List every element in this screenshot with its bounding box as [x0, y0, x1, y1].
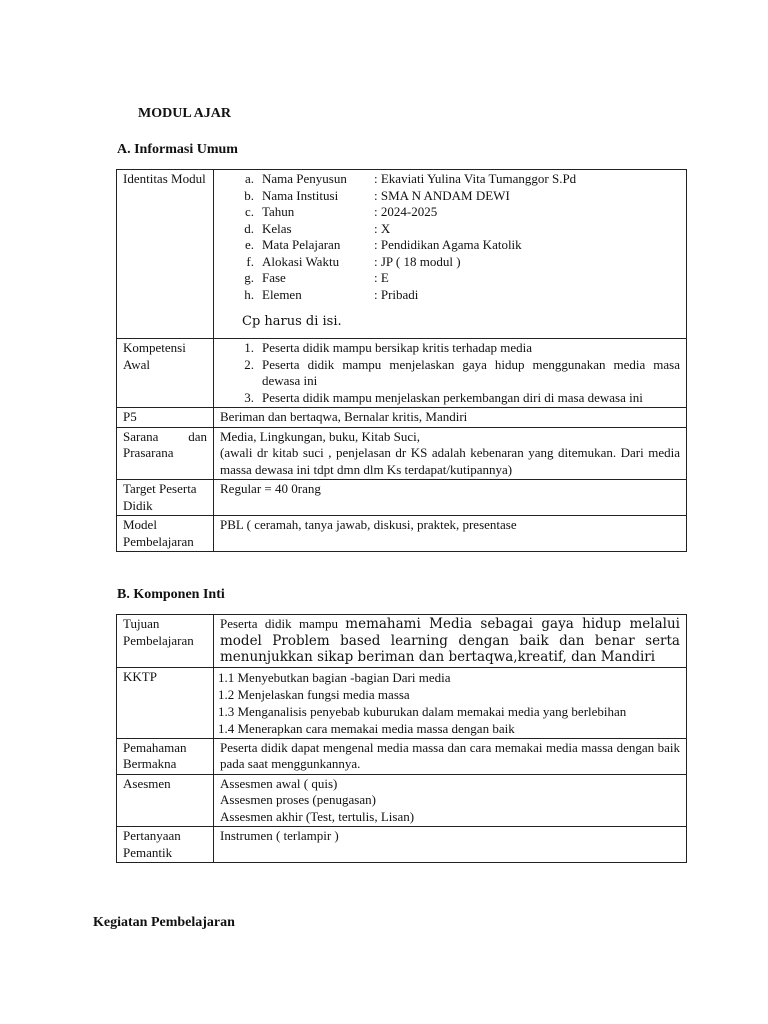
- table-row: [117, 480, 687, 516]
- kktp-line-4: 1.4 Menerapkan cara memakai media massa dengan baik: [218, 720, 515, 736]
- pertanyaan-label: Pertanyaan Pemantik: [117, 827, 214, 863]
- list-marker: f.: [246, 253, 254, 269]
- sarana-label-word-2: dan: [188, 428, 207, 444]
- list-marker: d.: [244, 220, 254, 236]
- list-item: [220, 390, 680, 407]
- table-row: [117, 516, 687, 552]
- table-row: [117, 170, 687, 339]
- field-value: : SMA N ANDAM DEWI: [374, 187, 510, 203]
- list-marker: b.: [244, 187, 254, 203]
- list-marker: 2.: [244, 356, 254, 372]
- asesmen-cell: [214, 774, 687, 827]
- identitas-label: Identitas Modul: [117, 170, 214, 339]
- kktp-line-2: 1.2 Menjelaskan fungsi media massa: [218, 686, 410, 702]
- target-value: Regular = 40 0rang: [214, 480, 687, 516]
- sarana-cell: [214, 427, 687, 480]
- tujuan-label: Tujuan Pembelajaran: [117, 615, 214, 668]
- table-row: [117, 827, 687, 863]
- table-row: [117, 339, 687, 408]
- list-item: [220, 221, 680, 238]
- cp-note: Cp harus di isi.: [242, 314, 342, 329]
- table-row: [117, 615, 687, 668]
- pemahaman-value: Peserta didik dapat mengenal media massa dan cara memakai media massa dengan baik pada saat menggunkannya.: [214, 738, 687, 774]
- model-value: PBL ( ceramah, tanya jawab, diskusi, praktek, presentase: [214, 516, 687, 552]
- table-row: [117, 774, 687, 827]
- tujuan-lead: Peserta didik mampu: [220, 616, 346, 631]
- list-marker: a.: [244, 171, 254, 186]
- sarana-line-1: Media, Lingkungan, buku, Kitab Suci,: [220, 428, 421, 444]
- field-value: : 2024-2025: [374, 204, 438, 219]
- asesmen-label: Asesmen: [117, 774, 214, 827]
- list-item: [220, 204, 680, 221]
- tujuan-rest: memahami Media sebagai gaya hidup melalui model Problem based learning dengan baik dan benar serta menunjukkan sikap beriman dan bertaqwa,kreatif, dan Mandiri: [220, 616, 680, 665]
- list-item: [220, 254, 680, 271]
- field-key: Mata Pelajaran: [262, 237, 341, 252]
- list-text: Peserta didik mampu menjelaskan perkembangan diri di masa dewasa ini: [262, 389, 643, 405]
- kktp-cell: [214, 667, 687, 738]
- asesmen-line-2: Assesmen proses (penugasan): [220, 792, 376, 807]
- field-value: : Pendidikan Agama Katolik: [374, 237, 522, 252]
- tujuan-cell: [214, 615, 687, 668]
- asesmen-line-1: Assesmen awal ( quis): [220, 775, 338, 791]
- field-value: : JP ( 18 modul ): [374, 253, 461, 269]
- field-value: : E: [374, 270, 389, 285]
- list-text: Peserta didik mampu menjelaskan gaya hidup menggunakan media masa dewasa ini: [262, 356, 680, 388]
- informasi-umum-table: [116, 169, 687, 552]
- kktp-line-3: 1.3 Menganalisis penyebab kuburukan dalam memakai media yang berlebihan: [218, 703, 627, 719]
- kktp-label: KKTP: [117, 667, 214, 738]
- list-item: [220, 287, 680, 304]
- model-label: Model Pembelajaran: [117, 516, 214, 552]
- field-key: Tahun: [262, 204, 295, 219]
- list-item: [220, 357, 680, 390]
- list-marker: 1.: [244, 340, 254, 355]
- kompetensi-cell: [214, 339, 687, 408]
- identitas-list: [220, 171, 680, 303]
- kktp-line-1: 1.1 Menyebutkan bagian -bagian Dari media: [218, 669, 451, 685]
- field-value: : Pribadi: [374, 286, 419, 302]
- pertanyaan-value: Instrumen ( terlampir ): [214, 827, 687, 863]
- document-title: MODUL AJAR: [138, 106, 231, 121]
- sarana-label: [117, 427, 214, 480]
- table-row: [117, 738, 687, 774]
- field-key: Fase: [262, 270, 286, 285]
- list-item: [220, 171, 680, 188]
- field-key: Kelas: [262, 220, 292, 236]
- kegiatan-heading: Kegiatan Pembelajaran: [93, 915, 235, 930]
- asesmen-line-3: Assesmen akhir (Test, tertulis, Lisan): [220, 808, 415, 824]
- list-marker: c.: [244, 204, 254, 219]
- kompetensi-list: [220, 340, 680, 406]
- section-a-heading: A. Informasi Umum: [117, 142, 238, 157]
- table-row: [117, 667, 687, 738]
- list-item: [220, 340, 680, 357]
- list-item: [220, 237, 680, 254]
- sarana-line-2: (awali dr kitab suci , penjelasan dr KS adalah kebenaran yang ditemukan. Dari media massa dewasa ini tdpt dmn dlm Ks terdapat/kutipannya): [220, 445, 680, 477]
- list-item: [220, 270, 680, 287]
- table-row: [117, 408, 687, 428]
- kompetensi-label: Kompetensi Awal: [117, 339, 214, 408]
- komponen-inti-table: [116, 614, 687, 863]
- field-key: Nama Penyusun: [262, 171, 347, 186]
- p5-value: Beriman dan bertaqwa, Bernalar kritis, Mandiri: [214, 408, 687, 428]
- field-key: Elemen: [262, 286, 302, 302]
- pemahaman-label: Pemahaman Bermakna: [117, 738, 214, 774]
- table-row: [117, 427, 687, 480]
- target-label: Target Peserta Didik: [117, 480, 214, 516]
- list-marker: g.: [244, 270, 254, 285]
- sarana-label-word-3: Prasarana: [123, 445, 174, 460]
- field-value: : X: [374, 220, 391, 236]
- section-b-heading: B. Komponen Inti: [117, 587, 225, 602]
- sarana-label-word-1: Sarana: [123, 428, 159, 444]
- field-key: Alokasi Waktu: [262, 253, 340, 269]
- list-item: [220, 188, 680, 205]
- field-key: Nama Institusi: [262, 187, 339, 203]
- list-marker: e.: [244, 237, 254, 252]
- list-marker: h.: [244, 286, 254, 302]
- list-text: Peserta didik mampu bersikap kritis terhadap media: [262, 340, 533, 355]
- list-marker: 3.: [244, 389, 254, 405]
- field-value: : Ekaviati Yulina Vita Tumanggor S.Pd: [374, 171, 577, 186]
- identitas-cell: [214, 170, 687, 339]
- p5-label: P5: [117, 408, 214, 428]
